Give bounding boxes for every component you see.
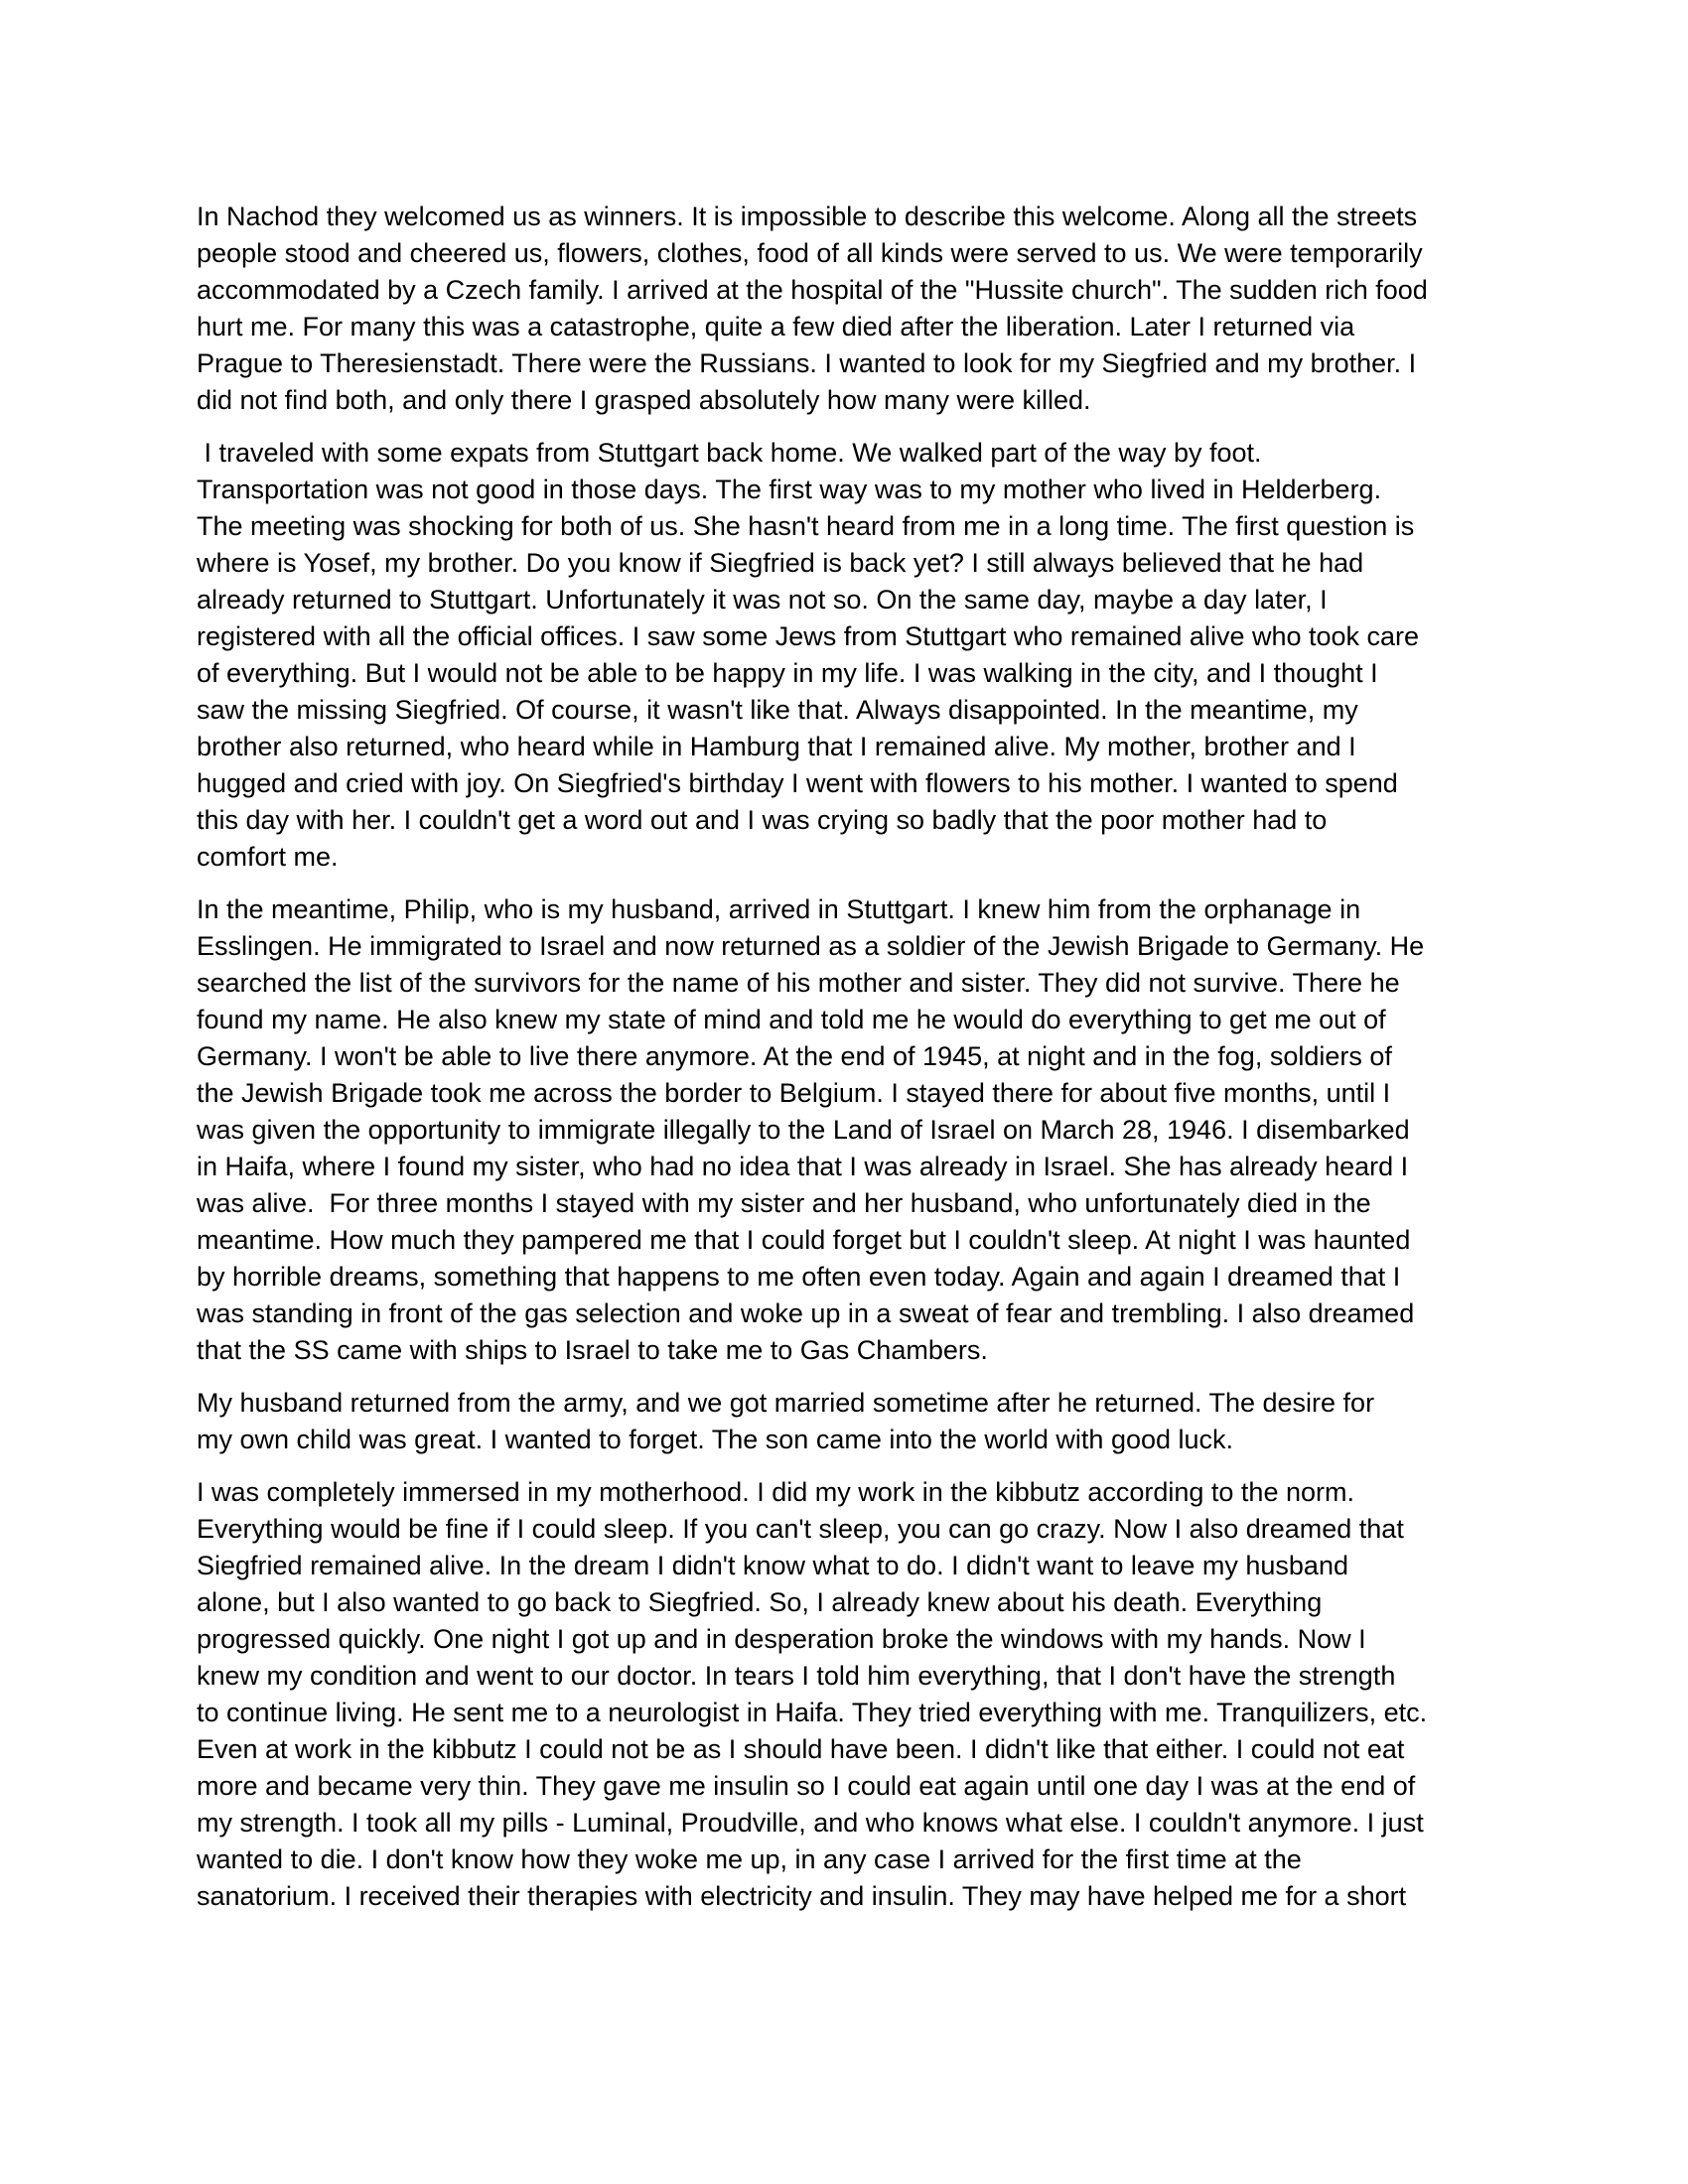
text-line: registered with all the official offices. I saw some Jews from Stuttgart who remained alive who took care bbox=[197, 621, 1420, 651]
text-line: wanted to die. I don't know how they woke me up, in any case I arrived for the first time at the bbox=[197, 1844, 1302, 1874]
text-line: the Jewish Brigade took me across the border to Belgium. I stayed there for about five months, until I bbox=[197, 1078, 1391, 1108]
text-line: The meeting was shocking for both of us. She hasn't heard from me in a long time. The first question is bbox=[197, 511, 1415, 541]
text-line: I traveled with some expats from Stuttgart back home. We walked part of the way by foot. bbox=[197, 438, 1262, 468]
document-body bbox=[197, 199, 1497, 1931]
text-line: I was completely immersed in my motherhood. I did my work in the kibbutz according to the norm. bbox=[197, 1477, 1354, 1507]
text-line: In the meantime, Philip, who is my husband, arrived in Stuttgart. I knew him from the orphanage in bbox=[197, 894, 1361, 924]
text-line: Transportation was not good in those days. The first way was to my mother who lived in Helderberg. bbox=[197, 475, 1382, 504]
text-line: to continue living. He sent me to a neurologist in Haifa. They tried everything with me. Tranquilizers, etc. bbox=[197, 1698, 1428, 1727]
text-line: hugged and cried with joy. On Siegfried's birthday I went with flowers to his mother. I wanted to spend bbox=[197, 768, 1398, 798]
text-line: that the SS came with ships to Israel to take me to Gas Chambers. bbox=[197, 1335, 988, 1365]
text-line: Esslingen. He immigrated to Israel and now returned as a soldier of the Jewish Brigade to Germany. He bbox=[197, 931, 1425, 961]
text-line: progressed quickly. One night I got up and in desperation broke the windows with my hands. Now I bbox=[197, 1624, 1366, 1654]
paragraph-philip bbox=[197, 891, 1497, 1369]
text-line: Everything would be fine if I could sleep. If you can't sleep, you can go crazy. Now I also dreamed that bbox=[197, 1514, 1404, 1544]
text-line: In Nachod they welcomed us as winners. It is impossible to describe this welcome. Along all the streets bbox=[197, 202, 1418, 231]
text-line: was alive. For three months I stayed with my sister and her husband, who unfortunately died in the bbox=[197, 1188, 1371, 1218]
text-line: Siegfried remained alive. In the dream I didn't know what to do. I didn't want to leave my husband bbox=[197, 1551, 1348, 1580]
text-line: was standing in front of the gas selection and woke up in a sweat of fear and trembling. I also dreamed bbox=[197, 1298, 1415, 1328]
text-line: where is Yosef, my brother. Do you know if Siegfried is back yet? I still always believed that he had bbox=[197, 548, 1364, 578]
text-line: meantime. How much they pampered me that I could forget but I couldn't sleep. At night I was haunted bbox=[197, 1225, 1411, 1255]
text-line: my own child was great. I wanted to forget. The son came into the world with good luck. bbox=[197, 1425, 1234, 1454]
paragraph-motherhood bbox=[197, 1474, 1497, 1915]
text-line: was given the opportunity to immigrate illegally to the Land of Israel on March 28, 1946. I disembarked bbox=[197, 1115, 1410, 1145]
text-line: alone, but I also wanted to go back to Siegfried. So, I already knew about his death. Everything bbox=[197, 1587, 1323, 1617]
text-line: My husband returned from the army, and we got married sometime after he returned. The desire for bbox=[197, 1388, 1375, 1418]
text-line: my strength. I took all my pills - Luminal, Proudville, and who knows what else. I couldn't anymore. I just bbox=[197, 1808, 1424, 1838]
text-line: accommodated by a Czech family. I arrived at the hospital of the "Hussite church". The sudden rich food bbox=[197, 275, 1428, 305]
text-line: people stood and cheered us, flowers, clothes, food of all kinds were served to us. We were temporarily bbox=[197, 238, 1423, 268]
text-line: sanatorium. I received their therapies with electricity and insulin. They may have helped me for a short bbox=[197, 1881, 1407, 1911]
text-line: hurt me. For many this was a catastrophe, quite a few died after the liberation. Later I returned via bbox=[197, 312, 1355, 341]
text-line: more and became very thin. They gave me insulin so I could eat again until one day I was at the end of bbox=[197, 1771, 1416, 1801]
text-line: already returned to Stuttgart. Unfortunately it was not so. On the same day, maybe a day later, I bbox=[197, 585, 1328, 614]
text-line: brother also returned, who heard while in Hamburg that I remained alive. My mother, brother and I bbox=[197, 732, 1356, 761]
paragraph-marriage bbox=[197, 1385, 1497, 1458]
text-line: Prague to Theresienstadt. There were the Russians. I wanted to look for my Siegfried and my brother. I bbox=[197, 348, 1417, 378]
text-line: of everything. But I would not be able to be happy in my life. I was walking in the city, and I thought I bbox=[197, 658, 1378, 688]
text-line: knew my condition and went to our doctor. In tears I told him everything, that I don't have the strength bbox=[197, 1661, 1396, 1691]
paragraph-nachod bbox=[197, 199, 1497, 419]
text-line: Even at work in the kibbutz I could not be as I should have been. I didn't like that either. I could not eat bbox=[197, 1734, 1405, 1764]
text-line: Germany. I won't be able to live there anymore. At the end of 1945, at night and in the fog, soldiers of bbox=[197, 1041, 1392, 1071]
paragraph-stuttgart bbox=[197, 435, 1497, 876]
text-line: in Haifa, where I found my sister, who had no idea that I was already in Israel. She has already heard I bbox=[197, 1152, 1409, 1181]
text-line: by horrible dreams, something that happens to me often even today. Again and again I dreamed that I bbox=[197, 1262, 1401, 1292]
text-line: this day with her. I couldn't get a word out and I was crying so badly that the poor mother had to bbox=[197, 805, 1328, 835]
text-line: searched the list of the survivors for the name of his mother and sister. They did not survive. There he bbox=[197, 968, 1400, 998]
text-line: found my name. He also knew my state of mind and told me he would do everything to get me out of bbox=[197, 1005, 1386, 1034]
text-line: comfort me. bbox=[197, 842, 339, 872]
text-line: did not find both, and only there I grasped absolutely how many were killed. bbox=[197, 385, 1091, 415]
text-line: saw the missing Siegfried. Of course, it wasn't like that. Always disappointed. In the meantime, my bbox=[197, 695, 1358, 725]
